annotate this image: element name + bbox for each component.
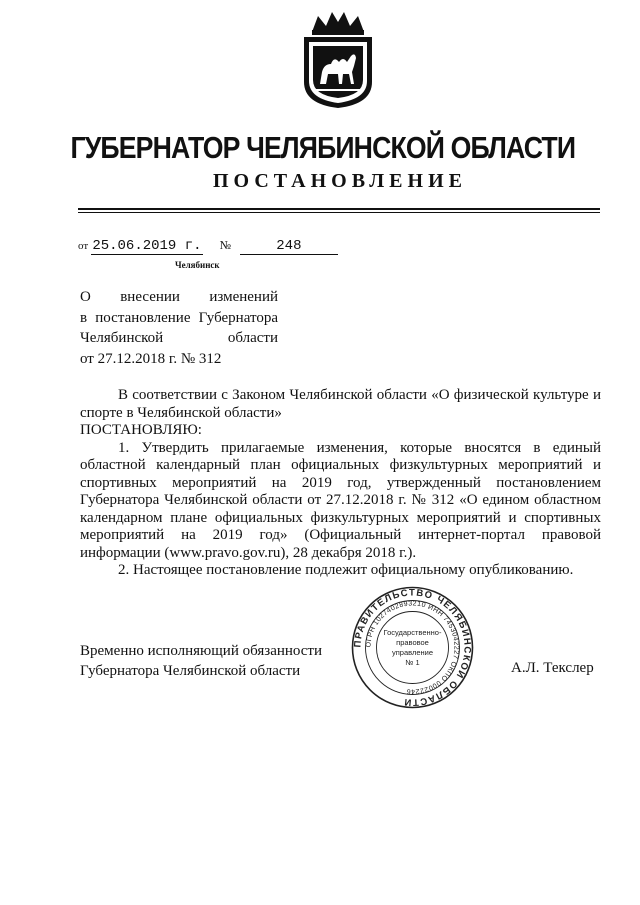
stamp-outer-text: ПРАВИТЕЛЬСТВО ЧЕЛЯБИНСКОЙ ОБЛАСТИ — [352, 587, 473, 708]
stamp-center-line: Государственно- — [383, 628, 442, 637]
coat-of-arms-icon — [298, 10, 378, 110]
subject-line: Челябинской области — [80, 330, 278, 346]
preamble-paragraph: В соответствии с Законом Челябинской области «О физической культуре и спорте в Челябинской области» — [80, 387, 601, 421]
position-line: Временно исполняющий обязанности — [80, 643, 323, 659]
subject-block — [80, 287, 278, 369]
resolve-heading: ПОСТАНОВЛЯЮ: — [80, 422, 202, 438]
subject-line: от 27.12.2018 г. № 312 — [80, 350, 222, 367]
item-paragraph: 2. Настоящее постановление подлежит официальному опубликованию. — [118, 562, 574, 578]
document-date: 25.06.2019 г. — [92, 238, 202, 254]
org-title: ГУБЕРНАТОР ЧЕЛЯБИНСКОЙ ОБЛАСТИ — [70, 130, 576, 165]
doc-type-heading: ПОСТАНОВЛЕНИЕ — [213, 170, 467, 192]
header-rule-thin — [78, 212, 600, 213]
date-line — [78, 238, 338, 255]
subject-line: О внесении изменений — [80, 289, 278, 305]
item-paragraph: 1. Утвердить прилагаемые изменения, которые вносятся в единый областной календарный план официальных физкультурных мероприятий и спортивных мероприятий на 2019 год, утвержденный постановлением Губернатора Челябинской области от 27.12.2018 г. № 312 «О едином областном календарном плане официальных физкультурных мероприятий и спортивных мероприятий на 2019 год» (Официальный интернет-портал правовой информации (www.pravo.gov.ru), 28 декабря 2018 г.). — [80, 439, 601, 561]
document-number: 248 — [240, 238, 338, 255]
from-label: от — [78, 240, 89, 252]
stamp-inner-text: ОГРН 1027402893210 ИНН 7453042227 ОКПО 00022246 — [365, 600, 460, 695]
subject-line: в постановление Губернатора — [80, 309, 278, 326]
official-seal-stamp — [350, 585, 475, 710]
stamp-center-line: правовое — [396, 638, 429, 647]
city-label: Челябинск — [175, 260, 220, 270]
number-label: № — [219, 238, 232, 252]
position-line: Губернатора Челябинской области — [80, 663, 301, 679]
signatory-name: А.Л. Текслер — [511, 660, 594, 676]
header-rule-thick — [78, 208, 600, 210]
document-body — [80, 387, 601, 580]
signatory-position — [80, 641, 322, 681]
stamp-center-line: управление — [391, 648, 434, 657]
stamp-center-line: № 1 — [405, 658, 420, 667]
